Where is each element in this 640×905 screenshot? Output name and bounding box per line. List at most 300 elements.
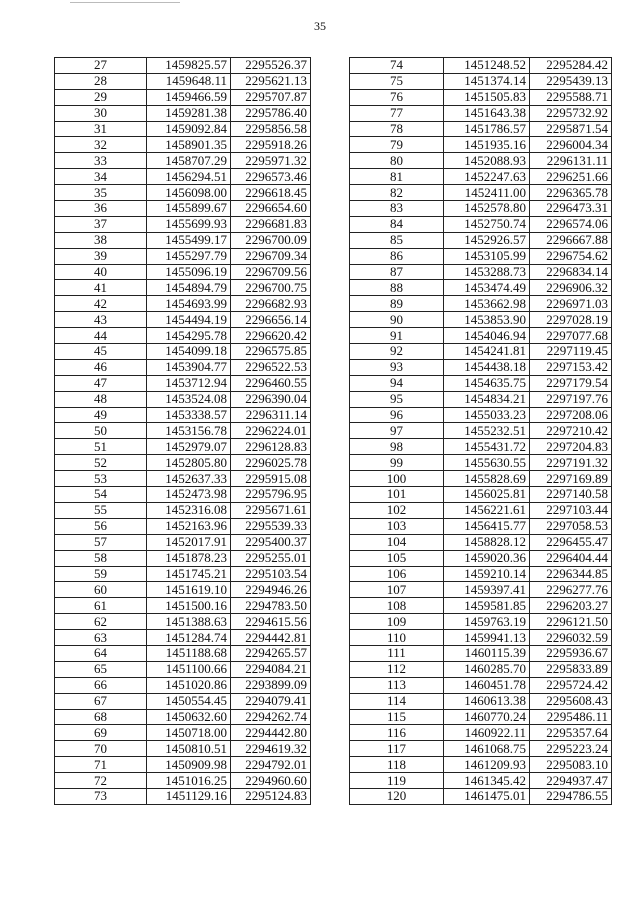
y-coordinate-cell: 2297077.68 xyxy=(530,328,612,344)
point-number-cell: 76 xyxy=(350,89,444,105)
point-number-cell: 96 xyxy=(350,407,444,423)
point-number-cell: 97 xyxy=(350,423,444,439)
point-number-cell: 27 xyxy=(55,58,147,74)
x-coordinate-cell: 1451505.83 xyxy=(444,89,530,105)
point-number-cell: 119 xyxy=(350,773,444,789)
y-coordinate-cell: 2296700.09 xyxy=(231,232,311,248)
table-row xyxy=(350,439,612,455)
y-coordinate-cell: 2294442.80 xyxy=(231,725,311,741)
point-number-cell: 105 xyxy=(350,550,444,566)
point-number-cell: 56 xyxy=(55,518,147,534)
table-row xyxy=(55,344,311,360)
y-coordinate-cell: 2297197.76 xyxy=(530,391,612,407)
table-row xyxy=(55,359,311,375)
x-coordinate-cell: 1451619.10 xyxy=(147,582,231,598)
y-coordinate-cell: 2296311.14 xyxy=(231,407,311,423)
point-number-cell: 69 xyxy=(55,725,147,741)
x-coordinate-cell: 1454241.81 xyxy=(444,344,530,360)
point-number-cell: 55 xyxy=(55,502,147,518)
table-row xyxy=(55,661,311,677)
point-number-cell: 60 xyxy=(55,582,147,598)
point-number-cell: 49 xyxy=(55,407,147,423)
y-coordinate-cell: 2294960.60 xyxy=(231,773,311,789)
y-coordinate-cell: 2296681.83 xyxy=(231,216,311,232)
x-coordinate-cell: 1453288.73 xyxy=(444,264,530,280)
y-coordinate-cell: 2296574.06 xyxy=(530,216,612,232)
y-coordinate-cell: 2295724.42 xyxy=(530,677,612,693)
x-coordinate-cell: 1461068.75 xyxy=(444,741,530,757)
y-coordinate-cell: 2296203.27 xyxy=(530,598,612,614)
y-coordinate-cell: 2295284.42 xyxy=(530,58,612,74)
point-number-cell: 48 xyxy=(55,391,147,407)
x-coordinate-cell: 1458828.12 xyxy=(444,534,530,550)
x-coordinate-cell: 1456221.61 xyxy=(444,502,530,518)
x-coordinate-cell: 1454693.99 xyxy=(147,296,231,312)
y-coordinate-cell: 2294262.74 xyxy=(231,709,311,725)
x-coordinate-cell: 1456415.77 xyxy=(444,518,530,534)
table-row xyxy=(350,153,612,169)
point-number-cell: 90 xyxy=(350,312,444,328)
table-row xyxy=(350,534,612,550)
x-coordinate-cell: 1451100.66 xyxy=(147,661,231,677)
y-coordinate-cell: 2295671.61 xyxy=(231,502,311,518)
table-row xyxy=(350,677,612,693)
table-row xyxy=(55,137,311,153)
x-coordinate-cell: 1450909.98 xyxy=(147,757,231,773)
table-row xyxy=(55,598,311,614)
table-row xyxy=(55,709,311,725)
y-coordinate-cell: 2296618.45 xyxy=(231,185,311,201)
x-coordinate-cell: 1459210.14 xyxy=(444,566,530,582)
y-coordinate-cell: 2295621.13 xyxy=(231,73,311,89)
y-coordinate-cell: 2296575.85 xyxy=(231,344,311,360)
y-coordinate-cell: 2296834.14 xyxy=(530,264,612,280)
y-coordinate-cell: 2297103.44 xyxy=(530,502,612,518)
point-number-cell: 110 xyxy=(350,630,444,646)
x-coordinate-cell: 1452017.91 xyxy=(147,534,231,550)
x-coordinate-cell: 1458901.35 xyxy=(147,137,231,153)
point-number-cell: 120 xyxy=(350,788,444,804)
point-number-cell: 61 xyxy=(55,598,147,614)
table-row xyxy=(55,725,311,741)
y-coordinate-cell: 2296700.75 xyxy=(231,280,311,296)
x-coordinate-cell: 1450718.00 xyxy=(147,725,231,741)
y-coordinate-cell: 2296032.59 xyxy=(530,630,612,646)
y-coordinate-cell: 2295856.58 xyxy=(231,121,311,137)
y-coordinate-cell: 2296522.53 xyxy=(231,359,311,375)
x-coordinate-cell: 1455699.93 xyxy=(147,216,231,232)
y-coordinate-cell: 2294079.41 xyxy=(231,693,311,709)
point-number-cell: 80 xyxy=(350,153,444,169)
x-coordinate-cell: 1451643.38 xyxy=(444,105,530,121)
table-row xyxy=(55,566,311,582)
table-row xyxy=(55,169,311,185)
x-coordinate-cell: 1451016.25 xyxy=(147,773,231,789)
y-coordinate-cell: 2296128.83 xyxy=(231,439,311,455)
y-coordinate-cell: 2296344.85 xyxy=(530,566,612,582)
x-coordinate-cell: 1452750.74 xyxy=(444,216,530,232)
table-row xyxy=(350,328,612,344)
x-coordinate-cell: 1452411.00 xyxy=(444,185,530,201)
y-coordinate-cell: 2295833.89 xyxy=(530,661,612,677)
x-coordinate-cell: 1456098.00 xyxy=(147,185,231,201)
point-number-cell: 100 xyxy=(350,471,444,487)
x-coordinate-cell: 1451129.16 xyxy=(147,788,231,804)
y-coordinate-cell: 2295936.67 xyxy=(530,645,612,661)
point-number-cell: 64 xyxy=(55,645,147,661)
x-coordinate-cell: 1455033.23 xyxy=(444,407,530,423)
y-coordinate-cell: 2296682.93 xyxy=(231,296,311,312)
table-row xyxy=(55,788,311,804)
point-number-cell: 94 xyxy=(350,375,444,391)
y-coordinate-cell: 2296709.56 xyxy=(231,264,311,280)
table-row xyxy=(55,614,311,630)
x-coordinate-cell: 1460285.70 xyxy=(444,661,530,677)
y-coordinate-cell: 2296004.34 xyxy=(530,137,612,153)
x-coordinate-cell: 1453853.90 xyxy=(444,312,530,328)
coordinates-table-right xyxy=(349,57,612,805)
table-row xyxy=(55,121,311,137)
table-row xyxy=(350,423,612,439)
table-row xyxy=(350,518,612,534)
point-number-cell: 46 xyxy=(55,359,147,375)
point-number-cell: 34 xyxy=(55,169,147,185)
y-coordinate-cell: 2296131.11 xyxy=(530,153,612,169)
y-coordinate-cell: 2295539.33 xyxy=(231,518,311,534)
point-number-cell: 41 xyxy=(55,280,147,296)
y-coordinate-cell: 2294615.56 xyxy=(231,614,311,630)
point-number-cell: 39 xyxy=(55,248,147,264)
x-coordinate-cell: 1452163.96 xyxy=(147,518,231,534)
x-coordinate-cell: 1454099.18 xyxy=(147,344,231,360)
x-coordinate-cell: 1452316.08 xyxy=(147,502,231,518)
x-coordinate-cell: 1453474.49 xyxy=(444,280,530,296)
table-row xyxy=(55,439,311,455)
top-rule xyxy=(70,2,180,3)
table-row xyxy=(55,391,311,407)
x-coordinate-cell: 1452637.33 xyxy=(147,471,231,487)
table-row xyxy=(350,630,612,646)
y-coordinate-cell: 2295871.54 xyxy=(530,121,612,137)
table-row xyxy=(55,741,311,757)
y-coordinate-cell: 2295486.11 xyxy=(530,709,612,725)
point-number-cell: 87 xyxy=(350,264,444,280)
point-number-cell: 57 xyxy=(55,534,147,550)
table-row xyxy=(350,788,612,804)
point-number-cell: 81 xyxy=(350,169,444,185)
y-coordinate-cell: 2295707.87 xyxy=(231,89,311,105)
table-row xyxy=(350,407,612,423)
table-row xyxy=(55,423,311,439)
coordinates-table-left xyxy=(54,57,311,805)
point-number-cell: 42 xyxy=(55,296,147,312)
x-coordinate-cell: 1451745.21 xyxy=(147,566,231,582)
point-number-cell: 51 xyxy=(55,439,147,455)
table-row xyxy=(350,487,612,503)
point-number-cell: 32 xyxy=(55,137,147,153)
x-coordinate-cell: 1453338.57 xyxy=(147,407,231,423)
table-row xyxy=(350,471,612,487)
x-coordinate-cell: 1460922.11 xyxy=(444,725,530,741)
point-number-cell: 78 xyxy=(350,121,444,137)
y-coordinate-cell: 2295400.37 xyxy=(231,534,311,550)
x-coordinate-cell: 1455630.55 xyxy=(444,455,530,471)
table-row xyxy=(55,296,311,312)
table-row xyxy=(55,89,311,105)
point-number-cell: 33 xyxy=(55,153,147,169)
page-number: 35 xyxy=(314,19,326,33)
table-row xyxy=(350,201,612,217)
y-coordinate-cell: 2296709.34 xyxy=(231,248,311,264)
x-coordinate-cell: 1454635.75 xyxy=(444,375,530,391)
y-coordinate-cell: 2296365.78 xyxy=(530,185,612,201)
point-number-cell: 91 xyxy=(350,328,444,344)
table-row xyxy=(55,375,311,391)
table-row xyxy=(55,232,311,248)
x-coordinate-cell: 1453524.08 xyxy=(147,391,231,407)
table-row xyxy=(55,264,311,280)
y-coordinate-cell: 2294792.01 xyxy=(231,757,311,773)
point-number-cell: 30 xyxy=(55,105,147,121)
point-number-cell: 114 xyxy=(350,693,444,709)
point-number-cell: 98 xyxy=(350,439,444,455)
y-coordinate-cell: 2297119.45 xyxy=(530,344,612,360)
table-row xyxy=(55,73,311,89)
y-coordinate-cell: 2296573.46 xyxy=(231,169,311,185)
table-row xyxy=(350,661,612,677)
x-coordinate-cell: 1451248.52 xyxy=(444,58,530,74)
x-coordinate-cell: 1450810.51 xyxy=(147,741,231,757)
x-coordinate-cell: 1454046.94 xyxy=(444,328,530,344)
point-number-cell: 62 xyxy=(55,614,147,630)
table-row xyxy=(350,312,612,328)
table-row xyxy=(350,391,612,407)
point-number-cell: 77 xyxy=(350,105,444,121)
point-number-cell: 50 xyxy=(55,423,147,439)
point-number-cell: 38 xyxy=(55,232,147,248)
point-number-cell: 115 xyxy=(350,709,444,725)
x-coordinate-cell: 1459092.84 xyxy=(147,121,231,137)
x-coordinate-cell: 1453904.77 xyxy=(147,359,231,375)
y-coordinate-cell: 2295439.13 xyxy=(530,73,612,89)
y-coordinate-cell: 2297169.89 xyxy=(530,471,612,487)
x-coordinate-cell: 1455431.72 xyxy=(444,439,530,455)
x-coordinate-cell: 1458707.29 xyxy=(147,153,231,169)
table-row xyxy=(350,73,612,89)
point-number-cell: 89 xyxy=(350,296,444,312)
y-coordinate-cell: 2297028.19 xyxy=(530,312,612,328)
table-row xyxy=(350,709,612,725)
y-coordinate-cell: 2296025.78 xyxy=(231,455,311,471)
x-coordinate-cell: 1451878.23 xyxy=(147,550,231,566)
y-coordinate-cell: 2296460.55 xyxy=(231,375,311,391)
point-number-cell: 35 xyxy=(55,185,147,201)
point-number-cell: 59 xyxy=(55,566,147,582)
x-coordinate-cell: 1460451.78 xyxy=(444,677,530,693)
table-row xyxy=(350,185,612,201)
point-number-cell: 53 xyxy=(55,471,147,487)
y-coordinate-cell: 2296754.62 xyxy=(530,248,612,264)
y-coordinate-cell: 2294265.57 xyxy=(231,645,311,661)
table-row xyxy=(350,757,612,773)
x-coordinate-cell: 1452088.93 xyxy=(444,153,530,169)
point-number-cell: 63 xyxy=(55,630,147,646)
point-number-cell: 52 xyxy=(55,455,147,471)
x-coordinate-cell: 1451935.16 xyxy=(444,137,530,153)
y-coordinate-cell: 2295083.10 xyxy=(530,757,612,773)
table-row xyxy=(55,630,311,646)
x-coordinate-cell: 1450554.45 xyxy=(147,693,231,709)
x-coordinate-cell: 1454494.19 xyxy=(147,312,231,328)
table-row xyxy=(350,566,612,582)
point-number-cell: 111 xyxy=(350,645,444,661)
x-coordinate-cell: 1452979.07 xyxy=(147,439,231,455)
table-row xyxy=(350,280,612,296)
x-coordinate-cell: 1455297.79 xyxy=(147,248,231,264)
y-coordinate-cell: 2294786.55 xyxy=(530,788,612,804)
point-number-cell: 28 xyxy=(55,73,147,89)
point-number-cell: 44 xyxy=(55,328,147,344)
x-coordinate-cell: 1453712.94 xyxy=(147,375,231,391)
x-coordinate-cell: 1459648.11 xyxy=(147,73,231,89)
y-coordinate-cell: 2296906.32 xyxy=(530,280,612,296)
table-row xyxy=(55,58,311,74)
table-row xyxy=(55,487,311,503)
x-coordinate-cell: 1451020.86 xyxy=(147,677,231,693)
table-row xyxy=(350,216,612,232)
table-row xyxy=(350,359,612,375)
x-coordinate-cell: 1459941.13 xyxy=(444,630,530,646)
point-number-cell: 54 xyxy=(55,487,147,503)
y-coordinate-cell: 2296390.04 xyxy=(231,391,311,407)
y-coordinate-cell: 2295223.24 xyxy=(530,741,612,757)
table-row xyxy=(55,328,311,344)
x-coordinate-cell: 1459581.85 xyxy=(444,598,530,614)
x-coordinate-cell: 1453105.99 xyxy=(444,248,530,264)
table-row xyxy=(350,232,612,248)
table-row xyxy=(55,407,311,423)
x-coordinate-cell: 1450632.60 xyxy=(147,709,231,725)
y-coordinate-cell: 2295526.37 xyxy=(231,58,311,74)
table-row xyxy=(350,105,612,121)
table-row xyxy=(55,518,311,534)
table-row xyxy=(350,375,612,391)
y-coordinate-cell: 2293899.09 xyxy=(231,677,311,693)
table-row xyxy=(55,582,311,598)
y-coordinate-cell: 2295588.71 xyxy=(530,89,612,105)
point-number-cell: 107 xyxy=(350,582,444,598)
x-coordinate-cell: 1455899.67 xyxy=(147,201,231,217)
y-coordinate-cell: 2297058.53 xyxy=(530,518,612,534)
x-coordinate-cell: 1451284.74 xyxy=(147,630,231,646)
table-row xyxy=(55,677,311,693)
point-number-cell: 86 xyxy=(350,248,444,264)
point-number-cell: 95 xyxy=(350,391,444,407)
x-coordinate-cell: 1453156.78 xyxy=(147,423,231,439)
point-number-cell: 72 xyxy=(55,773,147,789)
table-row xyxy=(55,185,311,201)
y-coordinate-cell: 2297191.32 xyxy=(530,455,612,471)
y-coordinate-cell: 2295971.32 xyxy=(231,153,311,169)
x-coordinate-cell: 1454295.78 xyxy=(147,328,231,344)
y-coordinate-cell: 2297210.42 xyxy=(530,423,612,439)
y-coordinate-cell: 2294619.32 xyxy=(231,741,311,757)
y-coordinate-cell: 2295608.43 xyxy=(530,693,612,709)
point-number-cell: 73 xyxy=(55,788,147,804)
y-coordinate-cell: 2296277.76 xyxy=(530,582,612,598)
x-coordinate-cell: 1451500.16 xyxy=(147,598,231,614)
table-row xyxy=(55,455,311,471)
x-coordinate-cell: 1455828.69 xyxy=(444,471,530,487)
table-row xyxy=(350,455,612,471)
point-number-cell: 118 xyxy=(350,757,444,773)
x-coordinate-cell: 1451374.14 xyxy=(444,73,530,89)
point-number-cell: 82 xyxy=(350,185,444,201)
table-row xyxy=(55,550,311,566)
table-row xyxy=(55,248,311,264)
point-number-cell: 66 xyxy=(55,677,147,693)
y-coordinate-cell: 2294442.81 xyxy=(231,630,311,646)
table-row xyxy=(350,121,612,137)
x-coordinate-cell: 1451188.68 xyxy=(147,645,231,661)
table-row xyxy=(350,58,612,74)
x-coordinate-cell: 1460115.39 xyxy=(444,645,530,661)
point-number-cell: 116 xyxy=(350,725,444,741)
y-coordinate-cell: 2296656.14 xyxy=(231,312,311,328)
point-number-cell: 93 xyxy=(350,359,444,375)
y-coordinate-cell: 2295255.01 xyxy=(231,550,311,566)
x-coordinate-cell: 1452805.80 xyxy=(147,455,231,471)
x-coordinate-cell: 1459466.59 xyxy=(147,89,231,105)
x-coordinate-cell: 1459763.19 xyxy=(444,614,530,630)
point-number-cell: 112 xyxy=(350,661,444,677)
table-row xyxy=(350,741,612,757)
y-coordinate-cell: 2297208.06 xyxy=(530,407,612,423)
table-row xyxy=(350,137,612,153)
table-row xyxy=(55,312,311,328)
y-coordinate-cell: 2295732.92 xyxy=(530,105,612,121)
point-number-cell: 47 xyxy=(55,375,147,391)
y-coordinate-cell: 2295796.95 xyxy=(231,487,311,503)
x-coordinate-cell: 1455096.19 xyxy=(147,264,231,280)
point-number-cell: 88 xyxy=(350,280,444,296)
table-row xyxy=(350,296,612,312)
y-coordinate-cell: 2295357.64 xyxy=(530,725,612,741)
table-row xyxy=(55,757,311,773)
point-number-cell: 43 xyxy=(55,312,147,328)
point-number-cell: 83 xyxy=(350,201,444,217)
table-row xyxy=(350,614,612,630)
point-number-cell: 101 xyxy=(350,487,444,503)
x-coordinate-cell: 1459020.36 xyxy=(444,550,530,566)
table-row xyxy=(350,725,612,741)
point-number-cell: 85 xyxy=(350,232,444,248)
table-row xyxy=(350,264,612,280)
y-coordinate-cell: 2294084.21 xyxy=(231,661,311,677)
table-row xyxy=(350,344,612,360)
table-row xyxy=(350,598,612,614)
table-row xyxy=(350,693,612,709)
point-number-cell: 71 xyxy=(55,757,147,773)
x-coordinate-cell: 1453662.98 xyxy=(444,296,530,312)
point-number-cell: 37 xyxy=(55,216,147,232)
y-coordinate-cell: 2296667.88 xyxy=(530,232,612,248)
x-coordinate-cell: 1452926.57 xyxy=(444,232,530,248)
point-number-cell: 106 xyxy=(350,566,444,582)
point-number-cell: 109 xyxy=(350,614,444,630)
x-coordinate-cell: 1451388.63 xyxy=(147,614,231,630)
table-row xyxy=(55,153,311,169)
